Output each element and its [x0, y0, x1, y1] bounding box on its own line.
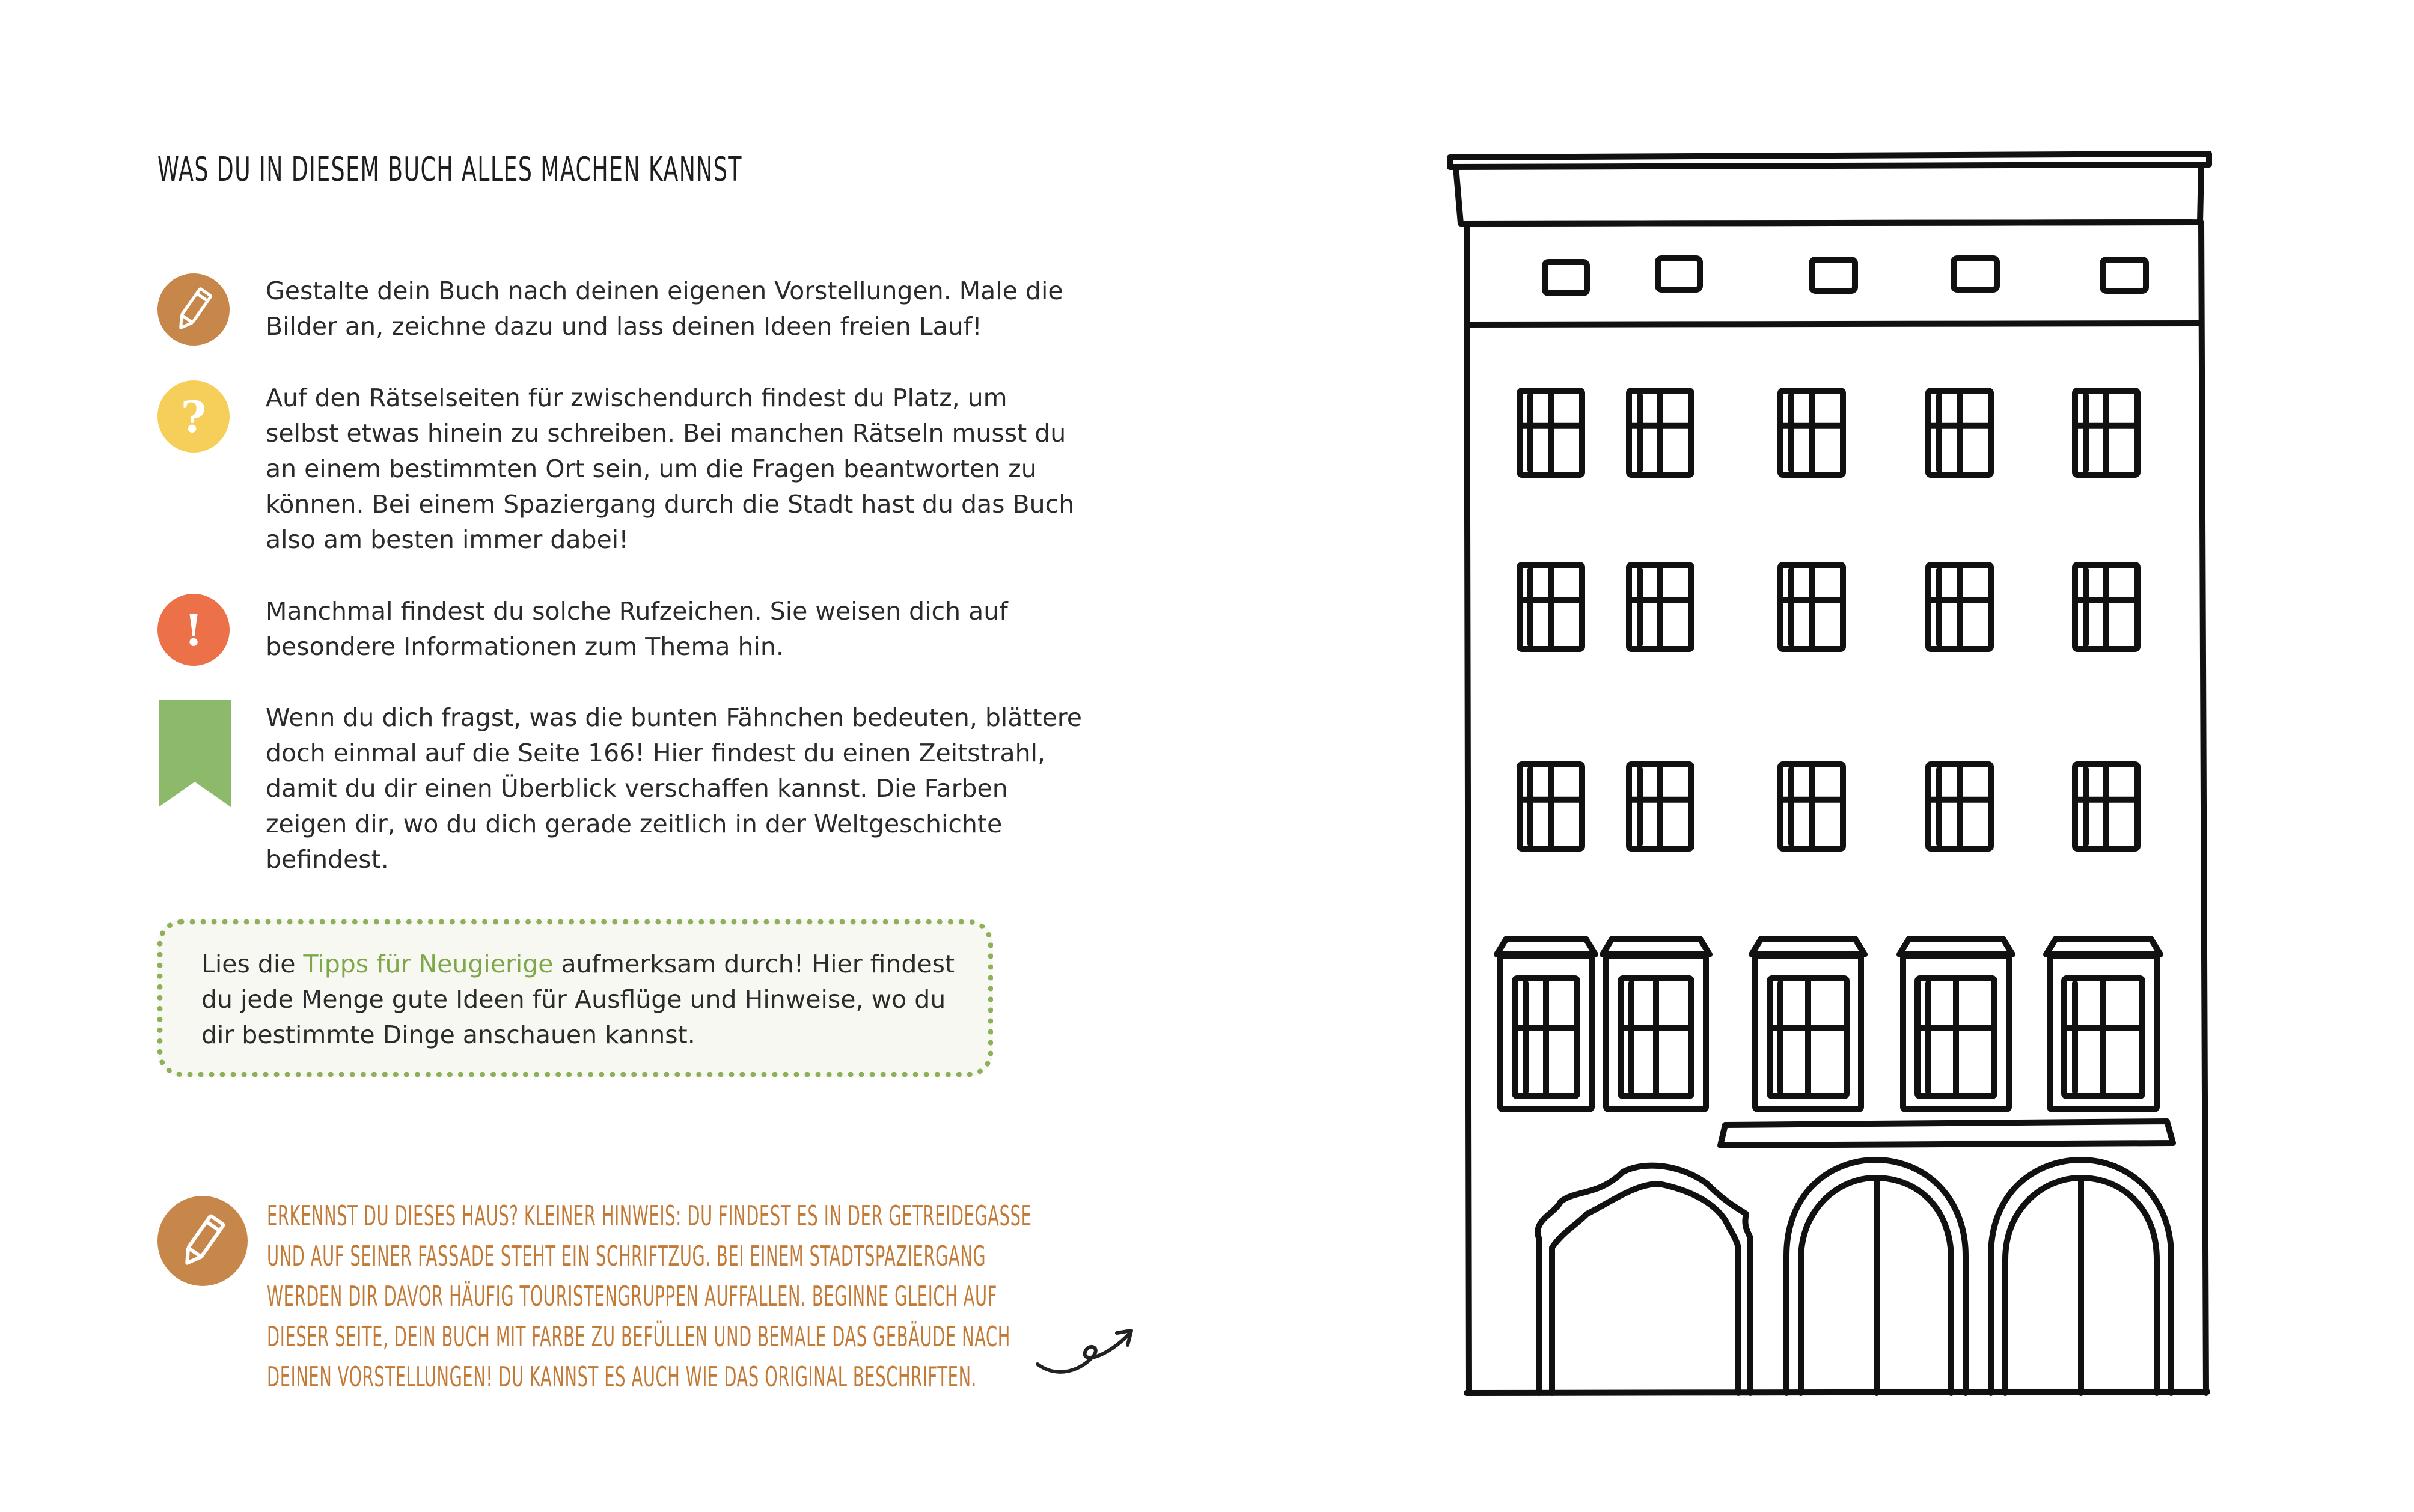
info-text: Gestalte dein Buch nach deinen eigenen Vorstellungen. Male die Bilder an, zeichne dazu und lass deinen Ideen freien Lauf!: [266, 276, 1063, 341]
green-flag-icon: [157, 700, 230, 772]
tips-box: [157, 919, 993, 1077]
window-pediment: [1497, 939, 1595, 954]
exclamation-mark-icon: !: [157, 594, 230, 666]
building-illustration: [1443, 144, 2224, 1406]
info-text: Manchmal findest du solche Rufzeichen. Sie weisen dich auf besondere Informationen zum Thema hin.: [266, 597, 1008, 661]
pencil-icon: [157, 1196, 248, 1286]
hint-text: ERKENNST DU DIESES HAUS? KLEINER HINWEIS: DU FINDEST ES IN DER GETREIDEGASSE UND AUF SEINER FASSADE STEHT EIN SCHRIFTZUG. BEI EINEM STADTSPAZIERGANG WERDEN DIR DAVOR HÄUFIG TOURISTENGRUPPEN AUFFALLEN. BEGINNE GLEICH AUF DIESER SEITE, DEIN BUCH MIT FARBE ZU BEFÜLLEN UND BEMALE DAS GEBÄUDE NACH DEINEN VORSTELLUNGEN! DU KANNST ES AUCH WIE DAS ORIGINAL BESCHRIFTEN.: [267, 1200, 1032, 1393]
window-pediment: [1603, 939, 1710, 954]
window-pediment: [2046, 939, 2160, 954]
pencil-icon: [157, 273, 230, 346]
info-text: Auf den Rätselseiten für zwischendurch findest du Platz, um selbst etwas hinein zu schreiben. Bei manchen Rätseln musst du an einem bestimmten Ort sein, um die Fragen beantworten zu können. Bei einem Spaziergang durch die Stadt hast du das Buch also am besten immer dabei!: [266, 383, 1075, 554]
curly-arrow-icon: [1034, 1322, 1136, 1382]
tips-text: Lies die Tipps für Neugierige aufmerksam durch! Hier findest du jede Menge gute Ideen für Ausflüge und Hinweise, wo du dir bestimmte Dinge anschauen kannst.: [201, 950, 955, 1049]
question-mark-icon: ?: [157, 380, 230, 453]
tips-highlight: Tipps für Neugierige: [303, 950, 554, 978]
window-pediment: [1752, 939, 1865, 954]
house-hint: [157, 1196, 1179, 1394]
info-text: Wenn du dich fragst, was die bunten Fähnchen bedeuten, blättere doch einmal auf die Seite 166! Hier findest du einen Zeitstrahl, damit du dir einen Überblick verschaffen kannst. Die Farben zeigen dir, wo du dich gerade zeitlich in der Weltgeschichte befindest.: [266, 703, 1082, 874]
window-pediment: [1899, 939, 2012, 954]
page-heading: WAS DU IN DIESEM BUCH ALLES MACHEN KANNST: [157, 150, 742, 189]
